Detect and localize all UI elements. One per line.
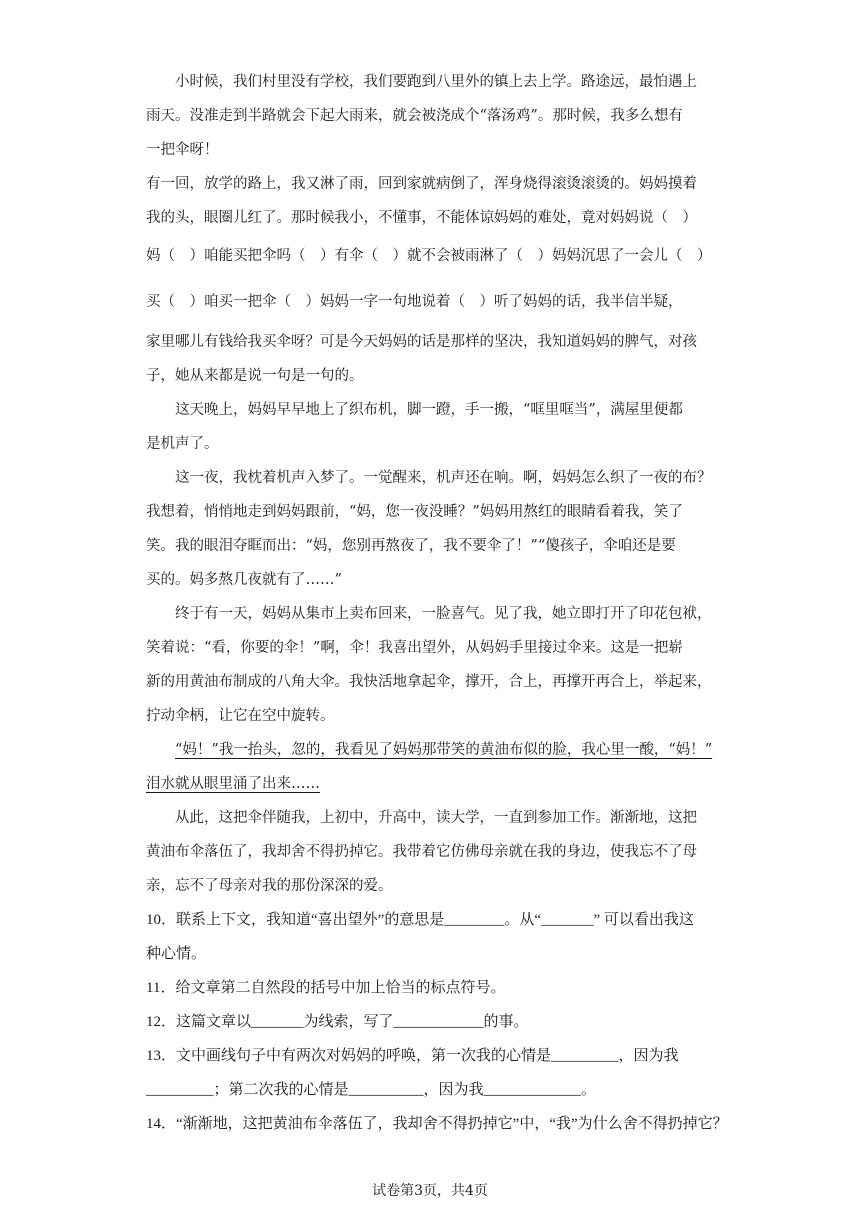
text-line: 我想着，悄悄地走到妈妈跟前，“妈，您一夜没睡？”妈妈用熬红的眼睛看着我，笑了 [146, 504, 683, 520]
text-line: 亲，忘不了母亲对我的那份深深的爱。 [146, 878, 393, 894]
question-10-cont: 种心情。 [146, 946, 207, 962]
underlined-sentence: 泪水就从眼里涌了出来…… [146, 776, 320, 792]
question-13: 13．文中画线句子中有两次对妈妈的呼唤，第一次我的心情是_________，因为我 [146, 1048, 679, 1064]
text-line: 是机声了。 [146, 436, 219, 452]
text-line: 妈（ ）咱能买把伞吗（ ）有伞（ ）就不会被雨淋了（ ）妈妈沉思了一会儿（ ） [146, 248, 712, 264]
question-14: 14．“渐渐地，这把黄油布伞落伍了，我却舍不得扔掉它”中，“我”为什么舍不得扔掉它？ [146, 1116, 728, 1132]
text-line: 拧动伞柄，让它在空中旋转。 [146, 708, 335, 724]
question-12: 12．这篇文章以_______为线索，写了____________的事。 [146, 1014, 529, 1030]
text-line: 家里哪儿有钱给我买伞呀？可是今天妈妈的话是那样的坚决，我知道妈妈的脾气，对孩 [146, 334, 697, 350]
text-line: 有一回，放学的路上，我又淋了雨，回到家就病倒了，浑身烧得滚烫滚烫的。妈妈摸着 [146, 176, 697, 192]
text-line: 笑着说：“看，你要的伞！”啊，伞！我喜出望外，从妈妈手里接过伞来。这是一把崭 [146, 640, 683, 656]
question-10: 10．联系上下文，我知道“喜出望外”的意思是________。从“_______” 可以看出我这 [146, 912, 694, 928]
question-13-cont: _________；第二次我的心情是__________，因为我_____________。 [146, 1082, 597, 1098]
text-line: 买的。妈多熬几夜就有了……” [146, 572, 342, 588]
text-line: 买（ ）咱买一把伞（ ）妈妈一字一句地说着（ ）听了妈妈的话，我半信半疑， [146, 294, 683, 310]
question-11: 11．给文章第二自然段的括号中加上恰当的标点符号。 [146, 980, 506, 996]
text-line: 子，她从来都是说一句是一句的。 [146, 368, 364, 384]
page-footer: 试卷第3页，共4页 [372, 1183, 488, 1199]
text-line: 新的用黄油布制成的八角大伞。我快活地拿起伞，撑开，合上，再撑开再合上，举起来， [146, 674, 712, 690]
text-line: 从此，这把伞伴随我，上初中，升高中，读大学，一直到参加工作。渐渐地，这把 [175, 810, 697, 826]
text-line: 我的头，眼圈儿红了。那时候我小，不懂事，不能体谅妈妈的难处，竟对妈妈说（ ） [146, 210, 697, 226]
text-line: 这一夜，我枕着机声入梦了。一觉醒来，机声还在响。啊，妈妈怎么织了一夜的布？ [175, 470, 712, 486]
text-line: 这天晚上，妈妈早早地上了织布机，脚一蹬，手一搬，“哐里哐当”，满屋里便都 [175, 402, 683, 418]
text-line: 小时候，我们村里没有学校，我们要跑到八里外的镇上去上学。路途远，最怕遇上 [175, 74, 697, 90]
text-line: 一把伞呀！ [146, 142, 219, 158]
text-line: 终于有一天，妈妈从集市上卖布回来，一脸喜气。见了我，她立即打开了印花包袱， [175, 606, 712, 622]
text-line: 笑。我的眼泪夺眶而出：“妈，您别再熬夜了，我不要伞了！”“傻孩子，伞咱还是要 [146, 538, 676, 554]
text-line: 黄油布伞落伍了，我却舍不得扔掉它。我带着它仿佛母亲就在我的身边，使我忘不了母 [146, 844, 697, 860]
underlined-sentence: “妈！”我一抬头，忽的，我看见了妈妈那带笑的黄油布似的脸，我心里一酸，“妈！” [175, 742, 713, 758]
text-line: 雨天。没准走到半路就会下起大雨来，就会被浇成个“落汤鸡”。那时候，我多么想有 [146, 108, 683, 124]
